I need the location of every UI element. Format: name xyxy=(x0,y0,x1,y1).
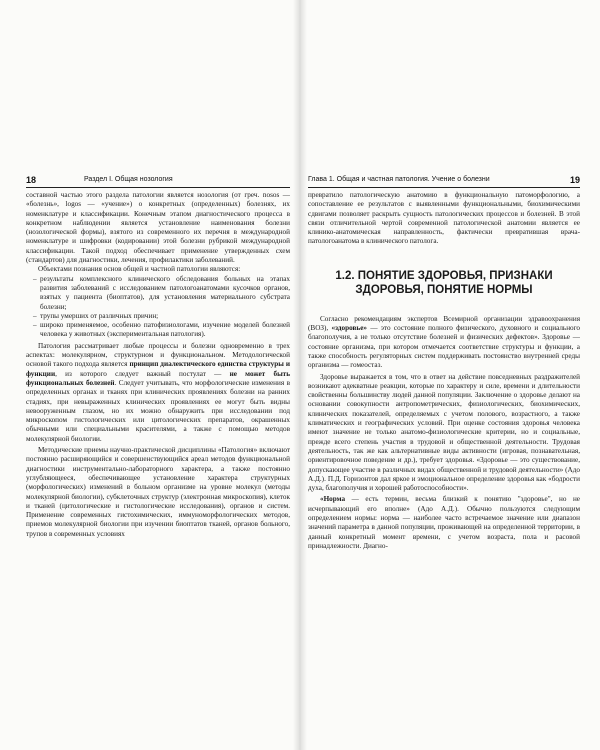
principle-phrase: принцип диалектического единства структуры и функции xyxy=(26,360,291,378)
left-paragraph-3 xyxy=(26,342,290,444)
right-paragraph-2 xyxy=(308,315,580,371)
book-gutter-shadow xyxy=(293,0,307,750)
para3-text-c: . Следует учитывать, что морфологические изменения в определенных органах и тканях при клинических проявлениях болезни на ранних стадиях, при невыраженных клинических проявлениях ее могут быть видны невооруженным глазом, но их можно обнаружить при исследовании под микроскопом гистологических или цитологических препаратов, окрашенных обычными или специальными красителями, а также с помощью методов молекулярной биологии. xyxy=(26,378,290,443)
para4-text: — есть термин, весьма близкий к понятию "здоровье", но не исчерпывающий его вполне» (Адо А.Д.). Обычно пользуются следующим определением нормы: норма — наиболее часто встречаемое значение или диапазон значений параметра в данной популяции, проживающей на определенной территории, в данный конкретный момент времени, с учетом возраста, пола и расовой принадлежности. Диагно- xyxy=(308,495,580,550)
left-text-column xyxy=(26,191,290,539)
right-paragraph-3: Здоровье выражается в том, что в ответ на действие повседневных раздражителей возникают адекватные реакции, которые по характеру и силе, времени и длительности свойственны большинству людей данной популяции. Заключение о здоровье делают на основании совокупности антропометрических, физиологических, биохимических, клинических показателей, определяемых с учетом полового, возрастного, а также климатических и географических условий. При оценке состояния здоровья человека имеют значение не только анатомо-физиологические критерии, но и социальные, прежде всего степень участия в трудовой и общественной деятельности. Трудовая деятельность, так же как альтернативные виды активности (игровая, познавательная, ориентировочное поведение и др.), требует здоровья. «Здоровье — это существование, допускающее участие в различных видах общественной и трудовой деятельности» (Адо А.Д.). П.Д. Горизонтов дал яркое и эмоциональное определение здоровья как «бодрости духа, благополучия и хорошей работоспособности». xyxy=(308,372,580,493)
left-paragraph-4: Методические приемы научно-практической дисциплины «Патология» включают постоянно расширяющийся и совершенствующийся ареал методов функциональной диагностики инструментально-лабораторного характера, а также постоянно углубляющееся, обеспечивающее установление характера структурных (морфологических) изменений в больном организме на уровне молекул (методы молекулярной биологии), субклеточных структур (электронная микроскопия), клеток и тканей (цитологические и гистологические исследования), органов и систем. Применение современных гистохимических, иммуноморфологических методов, приемов молекулярной биологии при изучении биоптатов тканей, органов больного, трупов в современных условиях xyxy=(26,446,290,538)
right-running-header xyxy=(308,174,580,186)
list-item: – результаты комплексного клинического обследования больных на этапах развития заболеваний с исследованием патологоанатомами кусочков органов, взятых у пациента (биоптатов), для установления материального субстрата болезни; xyxy=(40,275,290,312)
right-paragraph-4 xyxy=(308,495,580,551)
left-paragraph-2: Объектами познания основ общей и частной патологии являются: xyxy=(38,265,241,274)
para3-text-a: Патология рассматривает любые процессы и болезни одновременно в трех аспектах: молекулярном, структурном и функциональном. Методологической основой такого подхода является xyxy=(26,341,290,369)
right-paragraph-1: превратило патологическую анатомию в функциональную патоморфологию, а сопоставление ее результатов с выявленными функциональными, биохимическими сдвигами позволяет раскрыть сущность патологических процессов и болезней. В этой связи отличительной чертой современной патологической анатомии является ее клинико-анатомическая направленность, фактически превратившая врача-патологоанатома в клинического патолога. xyxy=(308,191,580,246)
right-running-head: Глава 1. Общая и частная патология. Учение о болезни xyxy=(308,176,490,183)
left-running-head: Раздел I. Общая нозология xyxy=(84,176,173,183)
left-page-number: 18 xyxy=(26,175,37,185)
para2-text-a: Согласно рекомендациям экспертов Всемирной организации здравоохранения (ВОЗ), xyxy=(308,314,580,333)
left-paragraph-1: составной частью этого раздела патологии является нозология (от греч. nosos — «болезнь», logos — «учение») о конкретных (определенных) болезнях, их номенклатуре и классификации. Конечным этапом диагностического процесса в конкретном наблюдении является установление наименования болезни (нозологической формы), взятого из современного их перечня в международной номенклатуре и шифровки (кодировании) этой болезни рубрикой международной классификации. Такой подход обеспечивает применение утвержденных схем (стандартов) для диагностики, лечения, профилактики заболеваний. xyxy=(26,191,290,265)
right-header-rule xyxy=(308,187,580,188)
health-term: «здоровье» xyxy=(331,324,367,333)
right-text-column xyxy=(308,191,580,551)
section-heading: 1.2. ПОНЯТИЕ ЗДОРОВЬЯ, ПРИЗНАКИ ЗДОРОВЬЯ, ПОНЯТИЕ НОРМЫ xyxy=(335,269,553,296)
norm-term: «Норма xyxy=(320,495,346,504)
para3-text-b: , из которого следует важный постулат — xyxy=(55,369,222,378)
para2-text-b: — это состояние полного физического, духовного и социального благополучия, а не только отсутствие болезней и физических дефектов». Здоровье — состояние организма, при котором отмечается соответствие структуры и функции, а также способность регуляторных систем поддерживать постоянство внутренней среды организма — гомеостаз. xyxy=(308,324,581,370)
left-header-rule xyxy=(26,187,290,188)
right-page-number: 19 xyxy=(569,175,580,185)
left-running-header xyxy=(26,174,290,186)
postulate-phrase: не может быть функциональных болезней xyxy=(26,369,291,387)
objects-list xyxy=(26,275,290,340)
list-item: – широко применяемое, особенно патофизиологами, изучение моделей болезней человека у животных (экспериментальная патология). xyxy=(40,321,290,340)
list-item: – трупы умерших от различных причин; xyxy=(40,312,290,321)
right-page xyxy=(300,0,600,750)
